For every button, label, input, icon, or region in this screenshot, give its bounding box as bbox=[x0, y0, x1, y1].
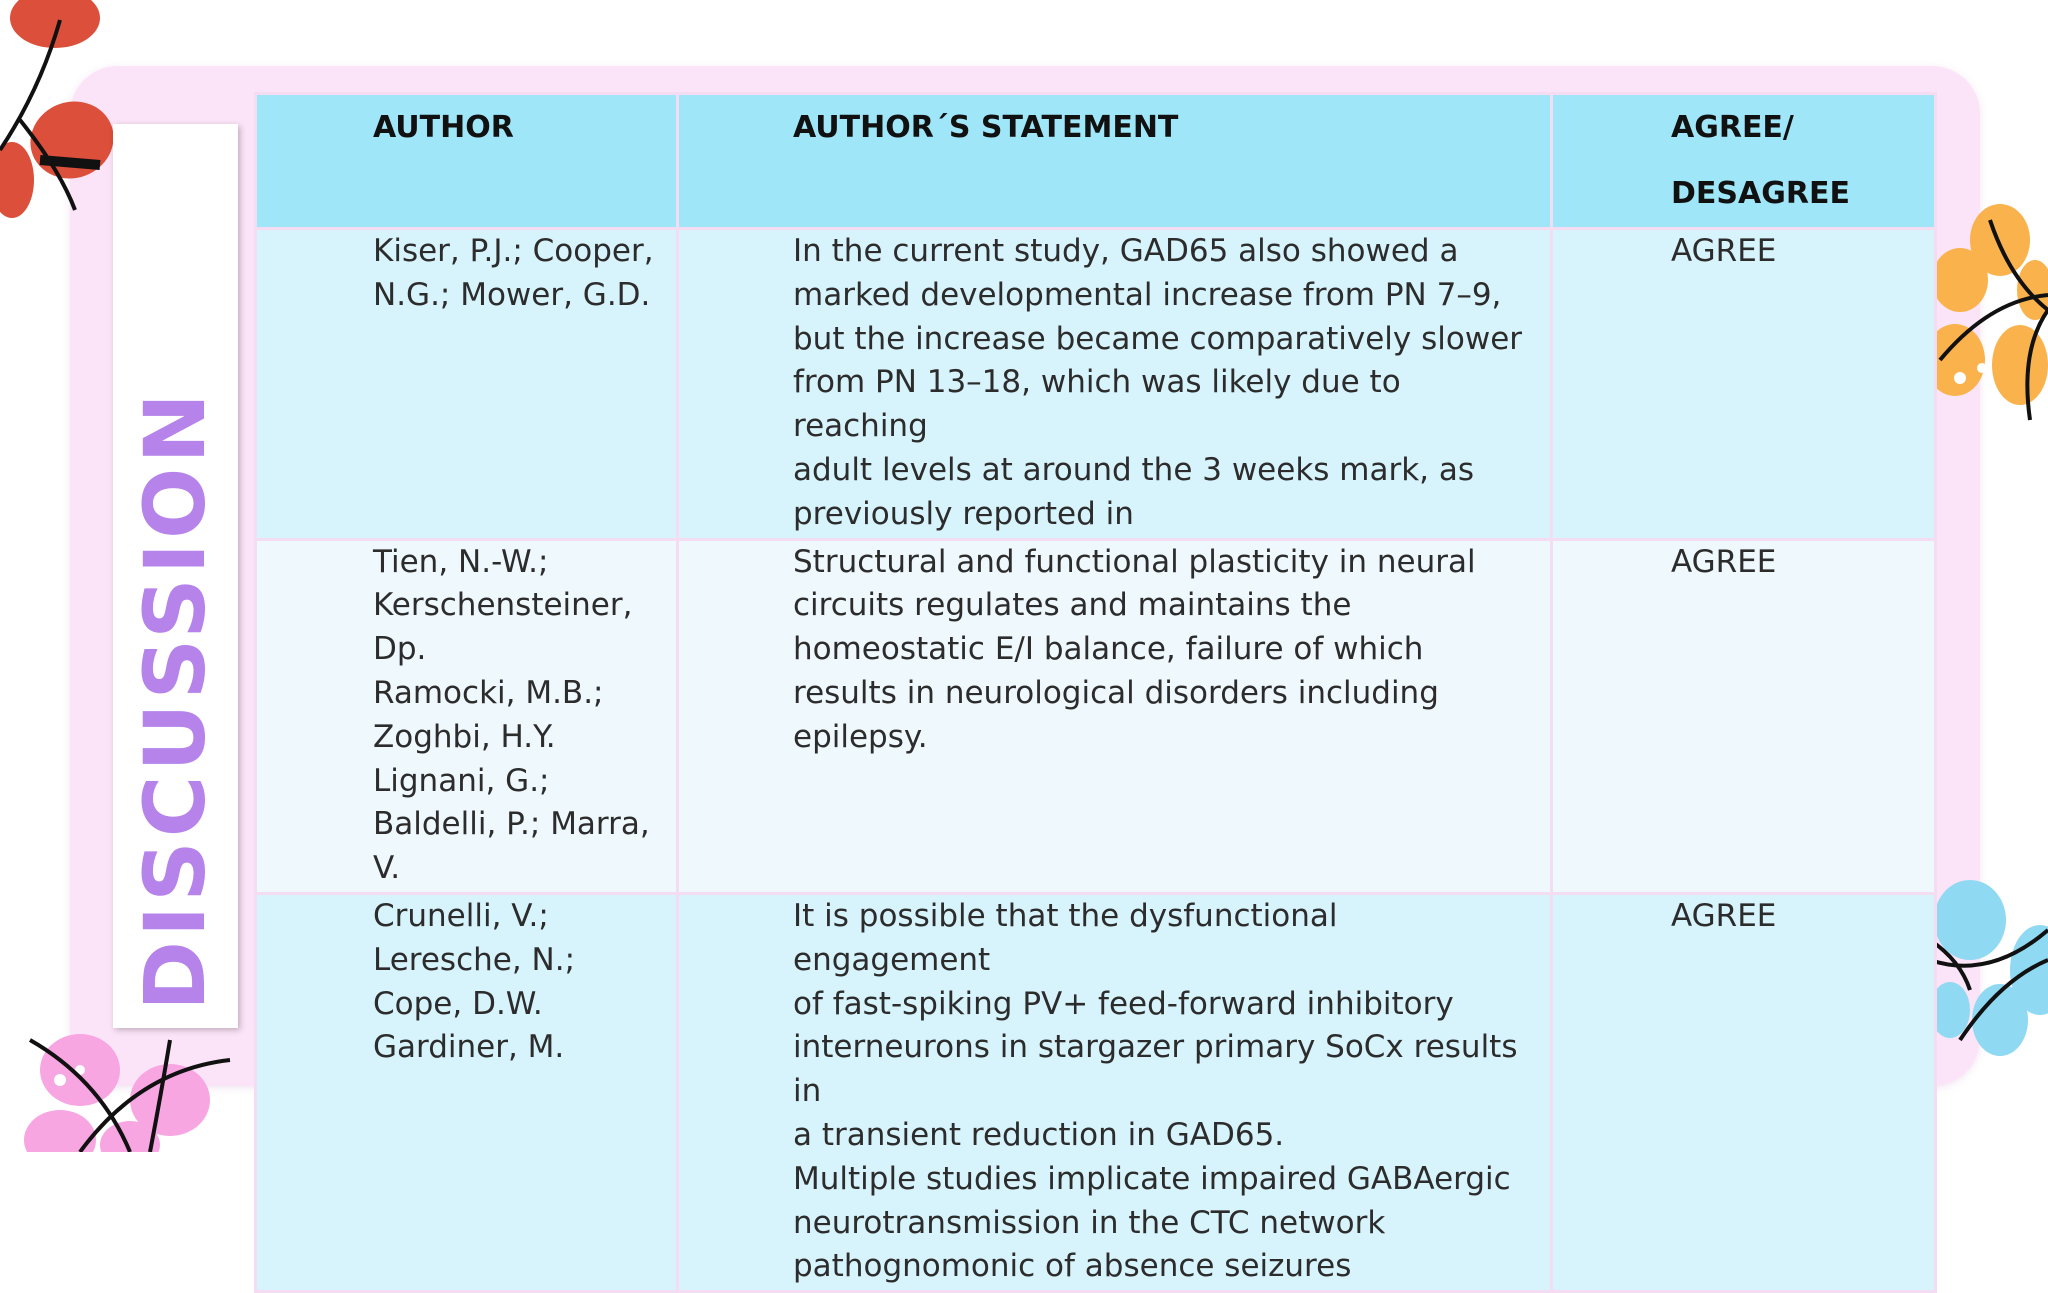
discussion-table bbox=[254, 92, 1937, 1293]
header-agreement-line-1: AGREE/ bbox=[1671, 110, 1794, 145]
statement-line: but the increase became comparatively slower bbox=[793, 320, 1523, 357]
statement-line: In the current study, GAD65 also showed a bbox=[793, 233, 1459, 269]
agreement-cell: AGREE bbox=[1552, 539, 1936, 893]
author-line: Leresche, N.; bbox=[373, 941, 576, 978]
author-cell bbox=[256, 893, 678, 1291]
statement-line: previously reported in bbox=[793, 495, 1134, 532]
author-line: Kerschensteiner, bbox=[373, 587, 633, 624]
author-line: Cope, D.W. bbox=[373, 985, 543, 1022]
statement-line: a transient reduction in GAD65. bbox=[793, 1116, 1285, 1153]
orange-leaf-branch-icon bbox=[1930, 200, 2048, 430]
statement-line: neurotransmission in the CTC network bbox=[793, 1204, 1386, 1241]
header-agreement-line-2: DESAGREE bbox=[1671, 176, 1850, 211]
agreement-cell: AGREE bbox=[1552, 229, 1936, 540]
side-label-panel bbox=[113, 124, 238, 1028]
author-cell bbox=[256, 229, 678, 540]
author-line: Lignani, G.; bbox=[373, 762, 550, 799]
table-row bbox=[256, 893, 1936, 1291]
side-label: DISCUSSION bbox=[126, 389, 224, 1011]
statement-line: from PN 13–18, which was likely due to reaching bbox=[793, 364, 1401, 445]
author-line: Zoghbi, H.Y. bbox=[373, 718, 556, 755]
agreement-cell: AGREE bbox=[1552, 893, 1936, 1291]
statement-cell bbox=[678, 539, 1552, 893]
statement-line: interneurons in stargazer primary SoCx results in bbox=[793, 1029, 1518, 1110]
blue-leaf-branch-icon bbox=[1930, 870, 2048, 1070]
statement-line: marked developmental increase from PN 7–9, bbox=[793, 276, 1502, 313]
statement-line: homeostatic E/I balance, failure of which bbox=[793, 631, 1424, 668]
statement-line: pathognomonic of absence seizures bbox=[793, 1248, 1352, 1285]
statement-cell bbox=[678, 893, 1552, 1291]
statement-line: epilepsy. bbox=[793, 718, 928, 755]
author-line: Ramocki, M.B.; bbox=[373, 674, 604, 711]
header-statement: AUTHOR´S STATEMENT bbox=[678, 94, 1552, 229]
header-agreement bbox=[1552, 94, 1936, 229]
table-header-row bbox=[256, 94, 1936, 229]
author-line: N.G.; Mower, G.D. bbox=[373, 276, 651, 313]
author-line: Gardiner, M. bbox=[373, 1029, 565, 1066]
statement-line: results in neurological disorders including bbox=[793, 674, 1439, 711]
statement-line: Structural and functional plasticity in neural bbox=[793, 543, 1476, 580]
red-leaf-branch-icon bbox=[0, 0, 130, 250]
author-line: Dp. bbox=[373, 631, 427, 668]
pink-leaf-branch-icon bbox=[20, 1020, 240, 1152]
statement-line: Multiple studies implicate impaired GABAergic bbox=[793, 1160, 1511, 1197]
header-author: AUTHOR bbox=[256, 94, 678, 229]
author-line: V. bbox=[373, 850, 401, 887]
table-row bbox=[256, 229, 1936, 540]
statement-cell bbox=[678, 229, 1552, 540]
statement-line: adult levels at around the 3 weeks mark, as bbox=[793, 451, 1475, 488]
table-row bbox=[256, 539, 1936, 893]
author-line: Kiser, P.J.; Cooper, bbox=[373, 233, 654, 269]
author-line: Crunelli, V.; bbox=[373, 897, 549, 934]
statement-line: circuits regulates and maintains the bbox=[793, 587, 1352, 624]
author-line: Tien, N.-W.; bbox=[373, 543, 549, 580]
statement-line: It is possible that the dysfunctional engagement bbox=[793, 897, 1338, 978]
author-line: Baldelli, P.; Marra, bbox=[373, 806, 650, 843]
author-cell bbox=[256, 539, 678, 893]
statement-line: of fast-spiking PV+ feed-forward inhibitory bbox=[793, 985, 1454, 1022]
